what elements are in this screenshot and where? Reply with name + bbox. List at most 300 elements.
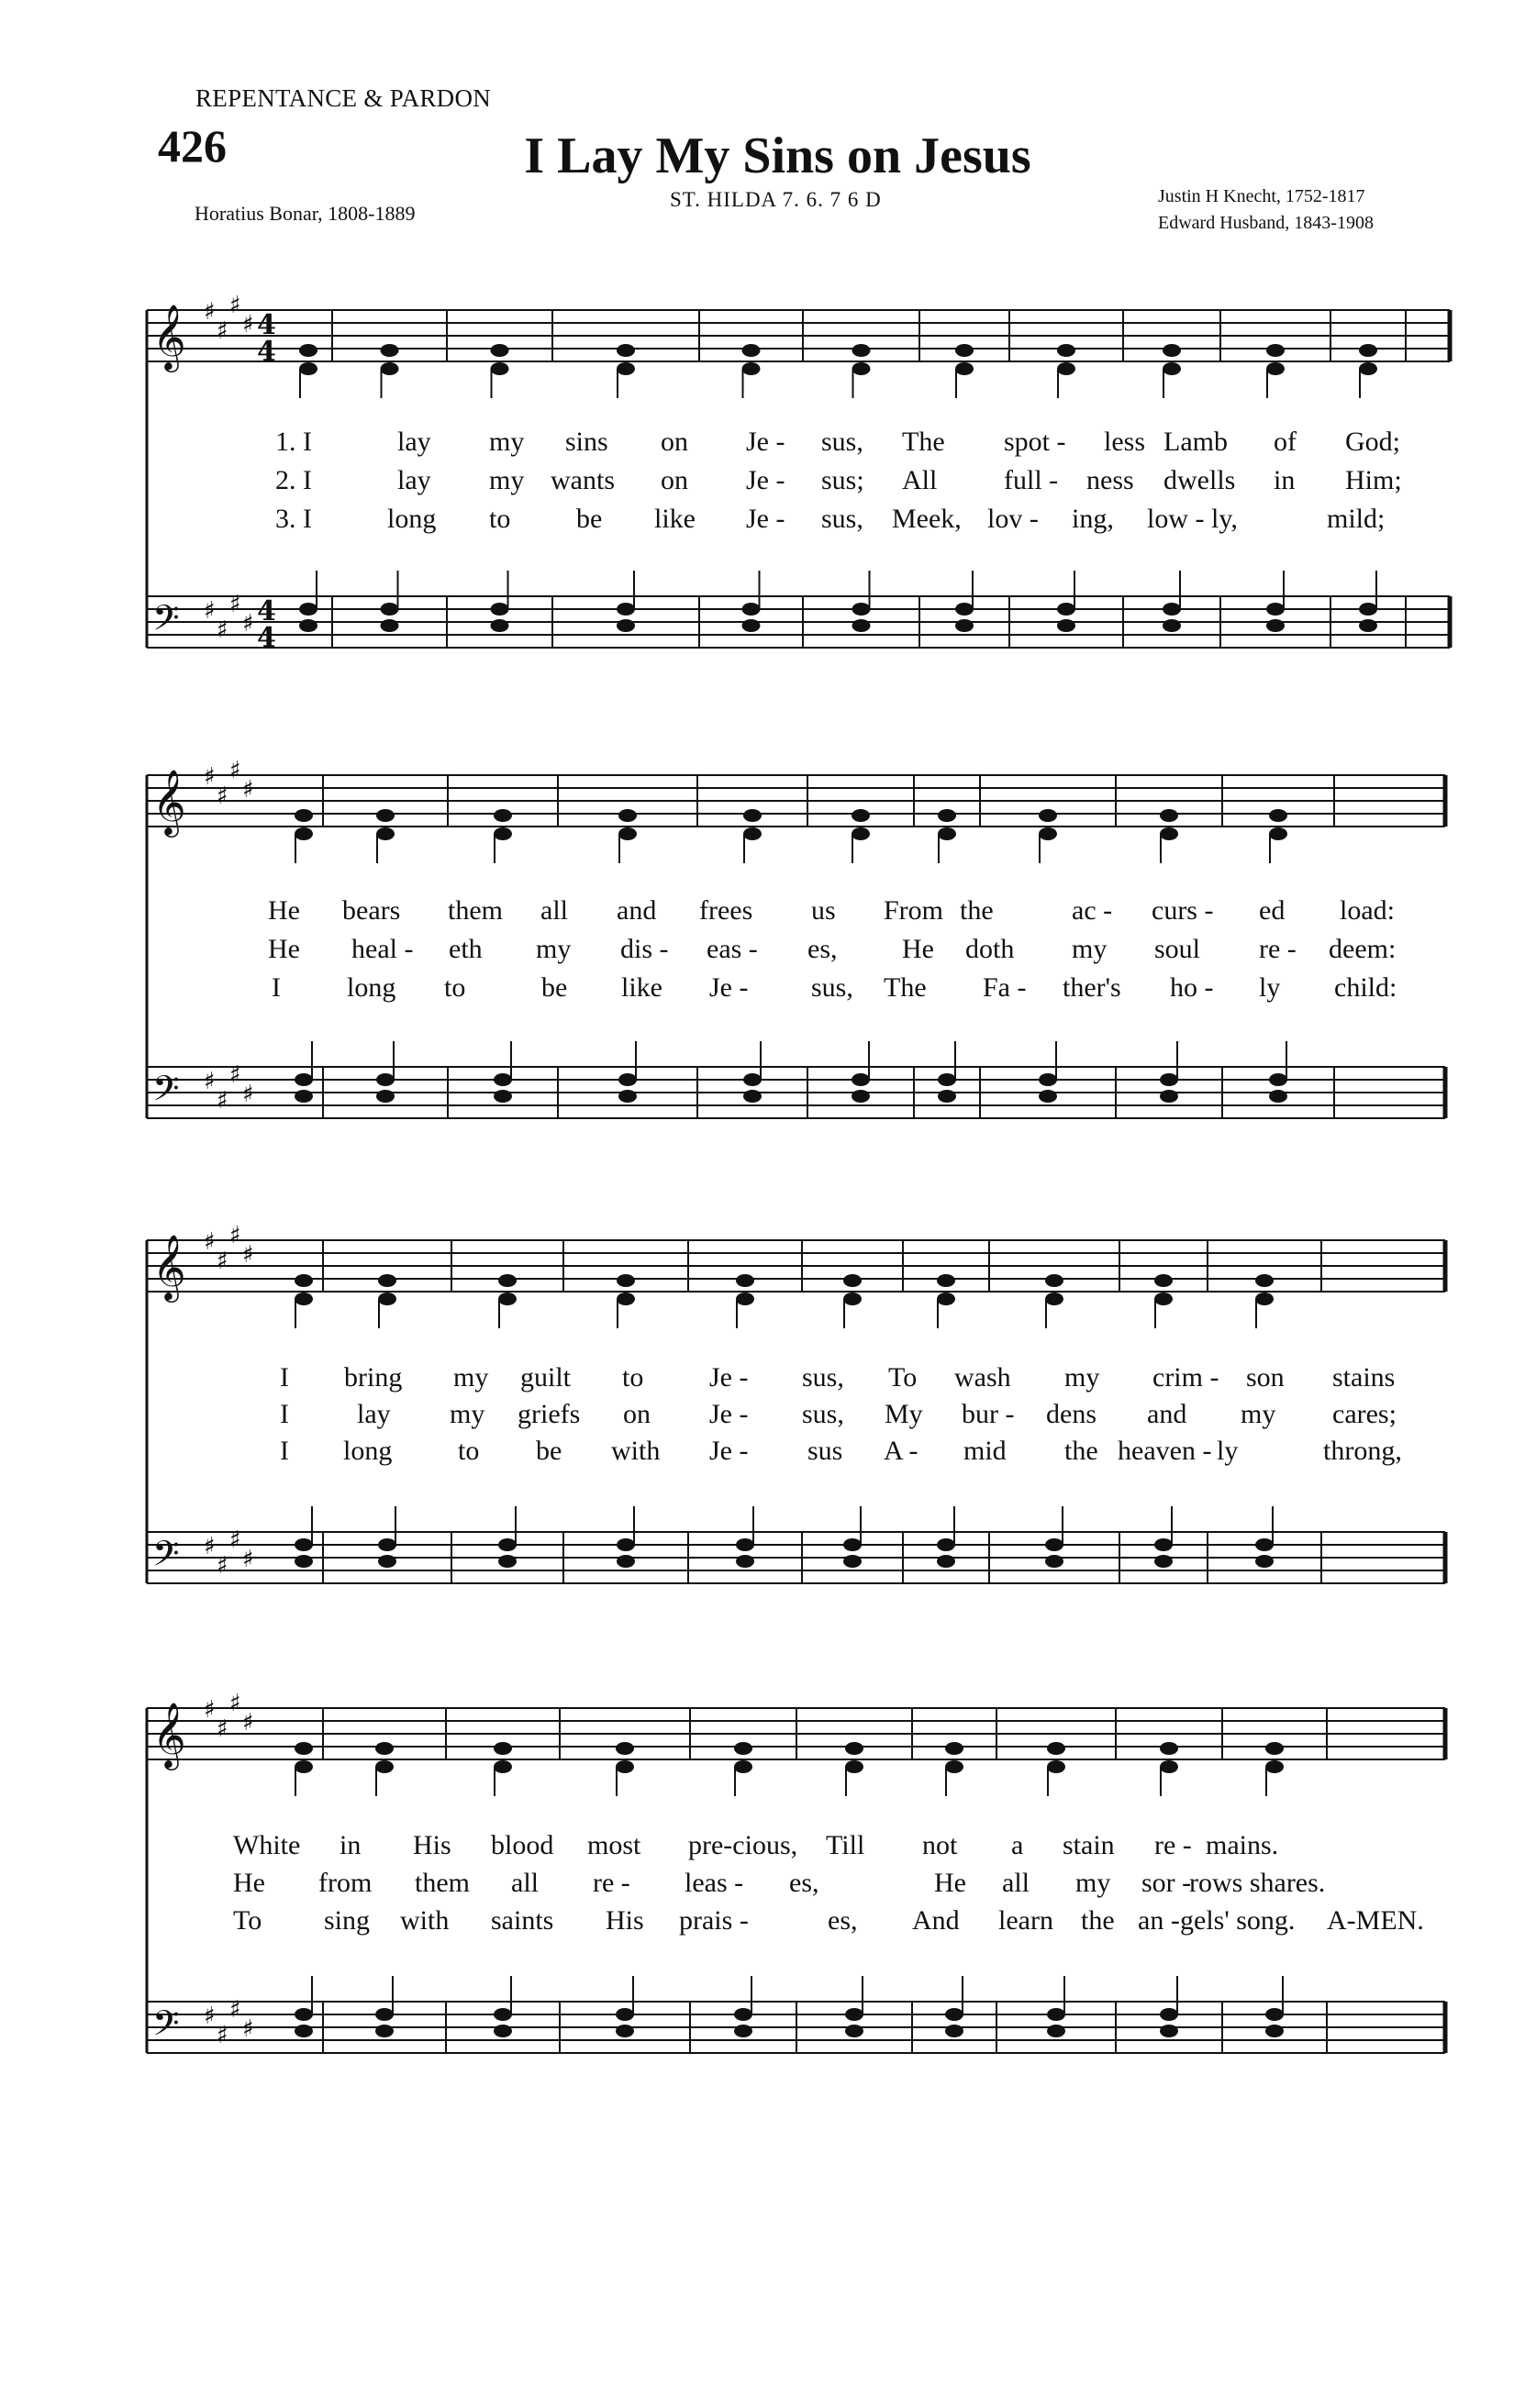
lyric-syllable: He xyxy=(934,1868,966,1898)
note-head xyxy=(617,1555,635,1568)
sharp-icon: ♯ xyxy=(242,1081,254,1108)
lyric-syllable: I xyxy=(280,1362,289,1393)
note-head xyxy=(498,1538,517,1551)
lyric-syllable: wash xyxy=(954,1362,1011,1393)
note-head xyxy=(843,1293,862,1305)
sharp-icon: ♯ xyxy=(217,1715,228,1743)
note-head xyxy=(381,344,399,357)
note-head xyxy=(494,2008,512,2021)
note-head xyxy=(1266,603,1285,616)
note-head xyxy=(937,1538,955,1551)
hymn-number: 426 xyxy=(158,120,227,172)
note-head xyxy=(945,1760,963,1773)
lyric-syllable: sus xyxy=(807,1436,843,1466)
lyric-syllable: soul xyxy=(1154,934,1201,964)
note-head xyxy=(1359,603,1377,616)
sharp-icon: ♯ xyxy=(242,311,254,338)
lyrics-verse-1 xyxy=(0,1830,1514,1867)
lyric-syllable: mains. xyxy=(1206,1830,1279,1860)
lyric-syllable: ed xyxy=(1259,895,1286,926)
note-head xyxy=(491,344,509,357)
sharp-icon: ♯ xyxy=(217,1248,228,1275)
treble-clef-icon: 𝄞 xyxy=(152,1233,186,1300)
note-head xyxy=(617,362,635,375)
lyric-syllable: and xyxy=(617,895,657,926)
lyric-syllable: them xyxy=(448,895,503,926)
note-head xyxy=(375,2025,394,2037)
note-head xyxy=(852,619,871,632)
sharp-icon: ♯ xyxy=(204,597,216,625)
lyric-syllable: Till xyxy=(826,1830,865,1860)
lyric-syllable: Je - xyxy=(709,972,749,1003)
sharp-icon: ♯ xyxy=(229,1526,241,1554)
note-head xyxy=(1039,809,1057,822)
lyric-syllable: the xyxy=(1064,1436,1098,1466)
note-head xyxy=(617,1538,635,1551)
note-head xyxy=(1160,827,1178,840)
sharp-icon: ♯ xyxy=(204,1696,216,1724)
lyric-syllable: on xyxy=(623,1399,651,1429)
lyric-syllable: full - xyxy=(1004,465,1059,495)
sharp-icon: ♯ xyxy=(217,782,228,810)
note-head xyxy=(1163,619,1181,632)
note-head xyxy=(295,2008,313,2021)
note-head xyxy=(299,362,317,375)
lyric-syllable: 2. I xyxy=(275,465,312,495)
lyric-syllable: heaven - xyxy=(1118,1436,1212,1466)
time-signature-denominator: 4 xyxy=(257,622,276,654)
note-head xyxy=(742,619,761,632)
lyric-syllable: ly xyxy=(1259,972,1281,1003)
note-head xyxy=(1359,619,1377,632)
lyrics-verse-2 xyxy=(0,934,1514,971)
sharp-icon: ♯ xyxy=(217,616,228,644)
lyric-syllable: sor - xyxy=(1141,1868,1192,1898)
sharp-icon: ♯ xyxy=(204,1228,216,1256)
lyric-syllable: throng, xyxy=(1323,1436,1402,1466)
lyric-syllable: To xyxy=(888,1362,918,1393)
note-head xyxy=(616,1760,634,1773)
lyric-syllable: doth xyxy=(965,934,1015,964)
lyric-syllable: be xyxy=(536,1436,562,1466)
note-head xyxy=(945,1742,963,1755)
sharp-icon: ♯ xyxy=(217,1087,228,1115)
note-head xyxy=(1255,1555,1274,1568)
note-head xyxy=(1163,362,1181,375)
time-signature-numerator: 4 xyxy=(257,595,276,627)
lyrics-verse-1 xyxy=(0,895,1514,932)
note-head xyxy=(1154,1293,1173,1305)
lyric-syllable: gels' song. xyxy=(1180,1905,1296,1936)
lyric-syllable: Je - xyxy=(709,1399,749,1429)
lyric-syllable: crim - xyxy=(1152,1362,1219,1393)
lyric-syllable: lov - xyxy=(987,504,1039,534)
lyric-syllable: ac - xyxy=(1072,895,1113,926)
note-head xyxy=(616,1742,634,1755)
tune-name: ST. HILDA 7. 6. 7 6 D xyxy=(670,188,882,211)
note-head xyxy=(1045,1293,1063,1305)
lyric-syllable: ly xyxy=(1217,1436,1239,1466)
lyric-syllable: sing xyxy=(324,1905,371,1936)
lyric-syllable: I xyxy=(280,1436,289,1466)
note-head xyxy=(376,827,395,840)
lyric-syllable: wants xyxy=(551,465,615,495)
lyric-syllable: He xyxy=(268,934,300,964)
lyric-syllable: re - xyxy=(1259,934,1297,964)
composer-credit: Justin H Knecht, 1752-1817 xyxy=(1158,186,1365,206)
lyric-syllable: Je - xyxy=(709,1436,749,1466)
note-head xyxy=(617,603,635,616)
lyric-syllable: my xyxy=(1064,1362,1100,1393)
lyric-syllable: White xyxy=(233,1830,301,1860)
sharp-icon: ♯ xyxy=(229,1222,241,1249)
lyric-syllable: I xyxy=(280,1399,289,1429)
lyrics-verse-3 xyxy=(0,1436,1514,1472)
lyric-syllable: es, xyxy=(828,1905,858,1936)
note-head xyxy=(938,1090,956,1103)
lyric-syllable: eas - xyxy=(707,934,758,964)
lyric-syllable: dens xyxy=(1046,1399,1097,1429)
note-head xyxy=(1160,2025,1178,2037)
note-head xyxy=(618,827,637,840)
note-head xyxy=(1265,2025,1284,2037)
lyric-amen: A-MEN. xyxy=(1327,1905,1424,1936)
note-head xyxy=(937,1555,955,1568)
lyric-syllable: Meek, xyxy=(892,504,962,534)
treble-clef-icon: 𝄞 xyxy=(152,768,186,835)
lyric-syllable: saints xyxy=(491,1905,554,1936)
note-head xyxy=(1255,1538,1274,1551)
note-head xyxy=(1265,2008,1284,2021)
lyrics-verse-2 xyxy=(0,1868,1514,1904)
sharp-icon: ♯ xyxy=(242,1546,254,1573)
text-author: Horatius Bonar, 1808-1889 xyxy=(195,202,416,225)
sharp-icon: ♯ xyxy=(229,1996,241,2024)
note-head xyxy=(742,603,761,616)
lyric-syllable: A - xyxy=(884,1436,918,1466)
note-head xyxy=(378,1555,396,1568)
note-head xyxy=(852,362,871,375)
note-head xyxy=(381,362,399,375)
lyric-syllable: lay xyxy=(357,1399,391,1429)
lyric-syllable: my xyxy=(450,1399,485,1429)
note-head xyxy=(938,1073,956,1086)
bass-clef-icon: 𝄢 xyxy=(152,597,180,647)
note-head xyxy=(945,2025,963,2037)
note-head xyxy=(295,1073,313,1086)
lyric-syllable: dis - xyxy=(620,934,669,964)
note-head xyxy=(845,1760,863,1773)
lyric-syllable: from xyxy=(318,1868,373,1898)
lyric-syllable: es, xyxy=(807,934,838,964)
note-head xyxy=(617,1274,635,1287)
lyric-syllable: blood xyxy=(491,1830,554,1860)
note-head xyxy=(1265,1760,1284,1773)
lyric-syllable: pre-cious, xyxy=(688,1830,798,1860)
note-head xyxy=(955,362,974,375)
note-head xyxy=(852,1073,870,1086)
note-head xyxy=(1039,1090,1057,1103)
bass-clef-icon: 𝄢 xyxy=(152,1533,180,1582)
note-head xyxy=(845,2008,863,2021)
note-head xyxy=(743,1073,762,1086)
lyric-syllable: all xyxy=(1002,1868,1030,1898)
sharp-icon: ♯ xyxy=(242,776,254,804)
sharp-icon: ♯ xyxy=(204,2003,216,2030)
lyric-syllable: 1. I xyxy=(275,427,312,457)
lyric-syllable: low - ly, xyxy=(1147,504,1238,534)
note-head xyxy=(494,809,512,822)
note-head xyxy=(295,1293,313,1305)
note-head xyxy=(955,603,974,616)
lyric-syllable: my xyxy=(489,427,525,457)
lyric-syllable: All xyxy=(902,465,938,495)
lyric-syllable: To xyxy=(233,1905,262,1936)
note-head xyxy=(295,1760,313,1773)
note-head xyxy=(618,1073,637,1086)
bass-clef-icon: 𝄢 xyxy=(152,1068,180,1117)
lyric-syllable: spot - xyxy=(1004,427,1066,457)
note-head xyxy=(938,827,956,840)
note-head xyxy=(736,1293,754,1305)
note-head xyxy=(1255,1293,1274,1305)
lyric-syllable: curs - xyxy=(1152,895,1214,926)
note-head xyxy=(955,344,974,357)
note-head xyxy=(938,809,956,822)
lyric-syllable: sus, xyxy=(821,504,863,534)
note-head xyxy=(618,1090,637,1103)
lyrics-verse-1 xyxy=(0,427,1514,463)
note-head xyxy=(617,619,635,632)
lyric-syllable: sus, xyxy=(802,1362,844,1393)
lyric-syllable: my xyxy=(536,934,572,964)
lyric-syllable: re - xyxy=(593,1868,630,1898)
lyric-syllable: God; xyxy=(1345,427,1400,457)
lyric-syllable: in xyxy=(1274,465,1296,495)
lyric-syllable: Je - xyxy=(746,427,785,457)
lyric-syllable: my xyxy=(453,1362,489,1393)
lyric-syllable: an - xyxy=(1138,1905,1180,1936)
note-head xyxy=(1047,2008,1065,2021)
lyric-syllable: mid xyxy=(963,1436,1007,1466)
note-head xyxy=(299,344,317,357)
lyric-syllable: I xyxy=(272,972,281,1003)
lyric-syllable: sins xyxy=(565,427,608,457)
note-head xyxy=(1160,1760,1178,1773)
note-head xyxy=(736,1555,754,1568)
lyric-syllable: frees xyxy=(699,895,753,926)
lyric-syllable: griefs xyxy=(518,1399,581,1429)
arranger-credit: Edward Husband, 1843-1908 xyxy=(1158,213,1374,233)
note-head xyxy=(852,1090,870,1103)
lyric-syllable: with xyxy=(400,1905,450,1936)
lyric-syllable: ther's xyxy=(1063,972,1121,1003)
note-head xyxy=(852,603,871,616)
note-head xyxy=(742,344,761,357)
sharp-icon: ♯ xyxy=(242,610,254,638)
note-head xyxy=(491,362,509,375)
note-head xyxy=(376,1073,395,1086)
note-head xyxy=(743,809,762,822)
lyric-syllable: dwells xyxy=(1163,465,1236,495)
lyric-syllable: lay xyxy=(397,427,431,457)
lyric-syllable: The xyxy=(884,972,927,1003)
note-head xyxy=(734,1742,752,1755)
note-head xyxy=(1160,809,1178,822)
note-head xyxy=(743,1090,762,1103)
note-head xyxy=(736,1274,754,1287)
note-head xyxy=(1160,2008,1178,2021)
note-head xyxy=(295,1090,313,1103)
note-head xyxy=(742,362,761,375)
lyric-syllable: sus, xyxy=(811,972,853,1003)
lyric-syllable: be xyxy=(541,972,568,1003)
note-head xyxy=(852,827,870,840)
note-head xyxy=(1045,1555,1063,1568)
time-signature-denominator: 4 xyxy=(257,336,276,368)
lyric-syllable: on xyxy=(661,427,688,457)
note-head xyxy=(494,1760,512,1773)
lyric-syllable: lay xyxy=(397,465,431,495)
note-head xyxy=(1269,809,1287,822)
note-head xyxy=(1255,1274,1274,1287)
lyric-syllable: deem: xyxy=(1329,934,1397,964)
note-head xyxy=(852,344,871,357)
lyric-syllable: all xyxy=(540,895,568,926)
lyric-syllable: a xyxy=(1011,1830,1024,1860)
note-head xyxy=(375,1760,394,1773)
hymn-title: I Lay My Sins on Jesus xyxy=(524,128,1031,184)
note-head xyxy=(1154,1555,1173,1568)
note-head xyxy=(375,2008,394,2021)
note-head xyxy=(376,1090,395,1103)
treble-clef-icon: 𝄞 xyxy=(152,303,186,370)
time-signature-numerator: 4 xyxy=(257,309,276,341)
sharp-icon: ♯ xyxy=(229,1690,241,1717)
note-head xyxy=(295,1274,313,1287)
note-head xyxy=(1039,827,1057,840)
lyric-syllable: The xyxy=(902,427,945,457)
lyric-syllable: mild; xyxy=(1327,504,1386,534)
lyric-syllable: He xyxy=(902,934,934,964)
lyrics-verse-3 xyxy=(0,504,1514,540)
lyric-syllable: guilt xyxy=(520,1362,572,1393)
sharp-icon: ♯ xyxy=(217,1552,228,1580)
lyric-syllable: son xyxy=(1246,1362,1285,1393)
lyric-syllable: leas - xyxy=(685,1868,744,1898)
note-head xyxy=(1163,603,1181,616)
lyric-syllable: prais - xyxy=(679,1905,749,1936)
note-head xyxy=(843,1538,862,1551)
lyric-syllable: learn xyxy=(998,1905,1053,1936)
note-head xyxy=(734,2008,752,2021)
lyric-syllable: bears xyxy=(342,895,401,926)
note-head xyxy=(743,827,762,840)
lyric-syllable: load: xyxy=(1340,895,1395,926)
lyric-syllable: 3. I xyxy=(275,504,312,534)
lyric-syllable: not xyxy=(922,1830,958,1860)
lyric-syllable: ho - xyxy=(1170,972,1214,1003)
note-head xyxy=(736,1538,754,1551)
note-head xyxy=(1359,344,1377,357)
lyric-syllable: He xyxy=(268,895,300,926)
note-head xyxy=(617,344,635,357)
note-head xyxy=(1160,1090,1178,1103)
lyric-syllable: bring xyxy=(344,1362,403,1393)
note-head xyxy=(1057,362,1075,375)
lyric-syllable: His xyxy=(606,1905,644,1936)
lyric-syllable: re - xyxy=(1154,1830,1192,1860)
note-head xyxy=(955,619,974,632)
note-head xyxy=(937,1293,955,1305)
lyric-syllable: on xyxy=(661,465,688,495)
note-head xyxy=(491,619,509,632)
note-head xyxy=(494,1090,512,1103)
lyric-syllable: Lamb xyxy=(1163,427,1228,457)
lyric-syllable: to xyxy=(458,1436,480,1466)
note-head xyxy=(852,809,870,822)
note-head xyxy=(1057,619,1075,632)
note-head xyxy=(617,1293,635,1305)
lyric-syllable: my xyxy=(1072,934,1108,964)
note-head xyxy=(1266,344,1285,357)
lyric-syllable: the xyxy=(1081,1905,1115,1936)
note-head xyxy=(494,827,512,840)
note-head xyxy=(295,1555,313,1568)
lyric-syllable: less xyxy=(1104,427,1145,457)
note-head xyxy=(295,827,313,840)
note-head xyxy=(1269,1073,1287,1086)
lyric-syllable: in xyxy=(340,1830,362,1860)
note-head xyxy=(378,1293,396,1305)
note-head xyxy=(1163,344,1181,357)
note-head xyxy=(843,1274,862,1287)
sharp-icon: ♯ xyxy=(217,317,228,345)
note-head xyxy=(295,809,313,822)
lyrics-verse-2 xyxy=(0,465,1514,502)
section-heading: REPENTANCE & PARDON xyxy=(195,84,492,112)
lyric-syllable: like xyxy=(654,504,696,534)
note-head xyxy=(494,2025,512,2037)
note-head xyxy=(1269,827,1287,840)
note-head xyxy=(1269,1090,1287,1103)
note-head xyxy=(616,2025,634,2037)
note-head xyxy=(937,1274,955,1287)
note-head xyxy=(498,1293,517,1305)
lyric-syllable: long xyxy=(343,1436,393,1466)
note-head xyxy=(378,1538,396,1551)
lyric-syllable: My xyxy=(885,1399,923,1429)
note-head xyxy=(1266,362,1285,375)
note-head xyxy=(1160,1742,1178,1755)
note-head xyxy=(1154,1274,1173,1287)
lyric-syllable: stain xyxy=(1063,1830,1115,1860)
lyric-syllable: rows shares. xyxy=(1189,1868,1326,1898)
lyric-syllable: Je - xyxy=(746,465,785,495)
lyric-syllable: His xyxy=(413,1830,451,1860)
note-head xyxy=(1045,1274,1063,1287)
sharp-icon: ♯ xyxy=(204,763,216,791)
sharp-icon: ♯ xyxy=(229,757,241,784)
note-head xyxy=(843,1555,862,1568)
bass-clef-icon: 𝄢 xyxy=(152,2003,180,2052)
lyrics-verse-3 xyxy=(0,1905,1514,1942)
lyric-syllable: stains xyxy=(1332,1362,1396,1393)
note-head xyxy=(616,2008,634,2021)
lyric-syllable: child: xyxy=(1334,972,1397,1003)
sharp-icon: ♯ xyxy=(229,292,241,319)
lyric-syllable: most xyxy=(587,1830,641,1860)
